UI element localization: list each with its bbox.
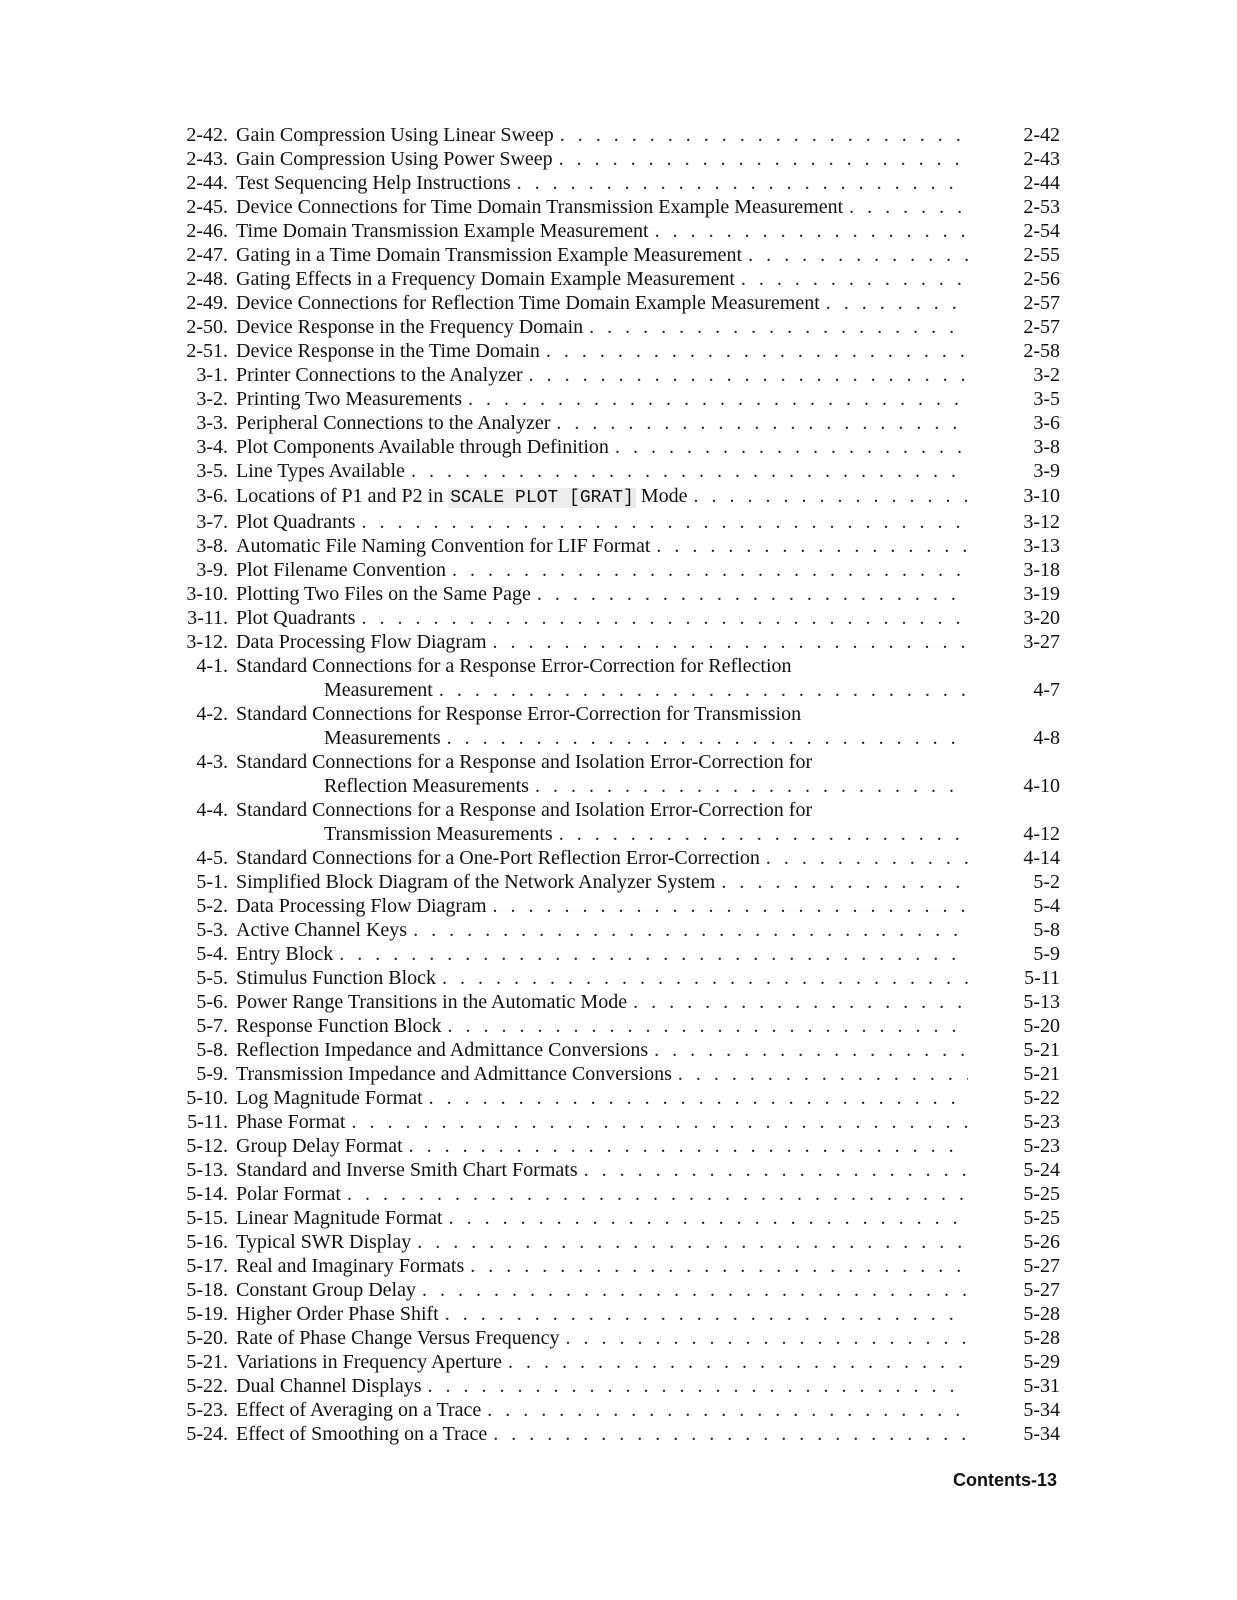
dot-leader <box>766 846 968 870</box>
page-number: 2-56 <box>1023 268 1060 290</box>
page-number: 5-21 <box>1023 1039 1060 1061</box>
page-number: 4-8 <box>1033 727 1060 749</box>
toc-entry <box>170 1158 1060 1182</box>
figure-number: 5-10. <box>186 1087 228 1109</box>
toc-entry <box>170 918 1060 942</box>
figure-number: 2-44. <box>186 172 228 194</box>
figure-title: Device Connections for Reflection Time Domain Example Measurement <box>236 292 820 314</box>
dot-leader <box>584 1158 968 1182</box>
figure-title: Device Response in the Time Domain <box>236 340 540 362</box>
page-number: 2-42 <box>1023 124 1060 146</box>
figure-number: 3-6. <box>196 485 228 507</box>
figure-title: Gain Compression Using Linear Sweep <box>236 124 554 146</box>
figure-number: 2-47. <box>186 244 228 266</box>
toc-entry <box>170 1086 1060 1110</box>
figure-number: 3-10. <box>186 583 228 605</box>
toc-entry <box>170 966 1060 990</box>
toc-entry <box>170 1350 1060 1374</box>
page-number: 4-14 <box>1023 847 1060 869</box>
page-number: 3-8 <box>1033 436 1060 458</box>
dot-leader <box>442 966 968 990</box>
figure-title: Simplified Block Diagram of the Network Analyzer System <box>236 871 716 893</box>
figure-title: Log Magnitude Format <box>236 1087 423 1109</box>
page-number: 5-4 <box>1033 895 1060 917</box>
figure-title: Time Domain Transmission Example Measurement <box>236 220 649 242</box>
toc-entry <box>170 219 1060 243</box>
figure-number: 5-1. <box>196 871 228 893</box>
page-number: 2-57 <box>1023 316 1060 338</box>
dot-leader <box>678 1062 968 1086</box>
dot-leader <box>694 483 968 510</box>
dot-leader <box>535 774 968 798</box>
figure-number: 3-12. <box>186 631 228 653</box>
figure-number: 5-22. <box>186 1375 228 1397</box>
figure-title: Data Processing Flow Diagram <box>236 631 487 653</box>
figure-title: Plot Quadrants <box>236 511 356 533</box>
toc-entry <box>170 1014 1060 1038</box>
toc-entry <box>170 870 1060 894</box>
figure-number: 3-11. <box>187 607 228 629</box>
figure-title: Device Response in the Frequency Domain <box>236 316 584 338</box>
figure-number: 2-43. <box>186 148 228 170</box>
list-of-figures <box>170 123 1060 1446</box>
figure-number: 5-12. <box>186 1135 228 1157</box>
dot-leader <box>422 1278 968 1302</box>
page-number: 5-31 <box>1023 1375 1060 1397</box>
figure-number: 5-16. <box>186 1231 228 1253</box>
figure-number: 5-9. <box>196 1063 228 1085</box>
figure-title: Gating Effects in a Frequency Domain Example Measurement <box>236 268 735 290</box>
page-number: 5-8 <box>1033 919 1060 941</box>
dot-leader <box>493 1422 968 1446</box>
page-number: 3-12 <box>1023 511 1060 533</box>
dot-leader <box>560 123 968 147</box>
dot-leader <box>449 1206 968 1230</box>
page-number: 2-43 <box>1023 148 1060 170</box>
figure-number: 2-45. <box>186 196 228 218</box>
page-number: 3-2 <box>1033 364 1060 386</box>
toc-entry <box>170 1038 1060 1062</box>
dot-leader <box>487 1398 968 1422</box>
figure-title <box>236 483 688 512</box>
figure-title: Plot Components Available through Definition <box>236 436 609 458</box>
page-number: 5-20 <box>1023 1015 1060 1037</box>
figure-number: 2-50. <box>186 316 228 338</box>
figure-number: 4-3. <box>196 751 228 773</box>
page-number: 5-25 <box>1023 1207 1060 1229</box>
figure-title-text: Mode <box>640 485 688 507</box>
figure-number: 3-5. <box>196 460 228 482</box>
page-number: 5-28 <box>1023 1303 1060 1325</box>
figure-title: Data Processing Flow Diagram <box>236 895 487 917</box>
page-number: 2-57 <box>1023 292 1060 314</box>
dot-leader <box>493 630 968 654</box>
toc-entry <box>170 435 1060 459</box>
figure-title-continued: Reflection Measurements <box>324 775 529 797</box>
toc-entry <box>170 1374 1060 1398</box>
dot-leader <box>655 219 968 243</box>
dot-leader <box>615 435 968 459</box>
toc-entry <box>170 1398 1060 1422</box>
figure-title: Linear Magnitude Format <box>236 1207 443 1229</box>
page-number: 5-28 <box>1023 1327 1060 1349</box>
toc-entry <box>170 534 1060 558</box>
figure-number: 2-42. <box>186 124 228 146</box>
figure-title: Plotting Two Files on the Same Page <box>236 583 531 605</box>
figure-title: Active Channel Keys <box>236 919 408 941</box>
figure-title: Transmission Impedance and Admittance Conversions <box>236 1063 672 1085</box>
toc-entry <box>170 411 1060 435</box>
figure-title: Test Sequencing Help Instructions <box>236 172 511 194</box>
dot-leader <box>849 195 968 219</box>
page-number: 4-12 <box>1023 823 1060 845</box>
toc-entry <box>170 1062 1060 1086</box>
page-number: 2-44 <box>1023 172 1060 194</box>
figure-title: Reflection Impedance and Admittance Conversions <box>236 1039 649 1061</box>
dot-leader <box>447 726 968 750</box>
figure-title: Gating in a Time Domain Transmission Example Measurement <box>236 244 743 266</box>
dot-leader <box>654 1038 968 1062</box>
figure-number: 3-9. <box>196 559 228 581</box>
toc-entry <box>170 990 1060 1014</box>
toc-entry <box>170 1422 1060 1446</box>
figure-title: Variations in Frequency Aperture <box>236 1351 503 1373</box>
figure-title: Standard Connections for a Response Error-Correction for Reflection <box>236 655 792 677</box>
toc-entry <box>170 846 1060 870</box>
page-number: 3-6 <box>1033 412 1060 434</box>
toc-entry <box>170 363 1060 387</box>
dot-leader <box>559 147 968 171</box>
figure-number: 3-8. <box>196 535 228 557</box>
dot-leader <box>721 870 968 894</box>
page-number: 5-29 <box>1023 1351 1060 1373</box>
toc-entry <box>170 267 1060 291</box>
figure-title: Constant Group Delay <box>236 1279 416 1301</box>
figure-number: 5-19. <box>186 1303 228 1325</box>
figure-title: Effect of Averaging on a Trace <box>236 1399 482 1421</box>
toc-entry-continuation <box>170 726 1060 750</box>
figure-title-continued: Measurement <box>324 679 433 701</box>
dot-leader <box>556 411 968 435</box>
page-number: 5-34 <box>1023 1399 1060 1421</box>
toc-entry <box>170 1182 1060 1206</box>
toc-entry <box>170 459 1060 483</box>
dot-leader <box>748 243 968 267</box>
page-number: 5-2 <box>1033 871 1060 893</box>
toc-entry <box>170 1110 1060 1134</box>
page-number: 5-24 <box>1023 1159 1060 1181</box>
figure-number: 3-3. <box>196 412 228 434</box>
figure-title: Dual Channel Displays <box>236 1375 422 1397</box>
figure-number: 2-49. <box>186 292 228 314</box>
page-number: 5-22 <box>1023 1087 1060 1109</box>
toc-entry <box>170 1278 1060 1302</box>
figure-number: 5-17. <box>186 1255 228 1277</box>
toc-entry <box>170 654 1060 678</box>
toc-entry <box>170 339 1060 363</box>
figure-title: Standard Connections for a Response and Isolation Error-Correction for <box>236 799 813 821</box>
page-number: 3-10 <box>1023 485 1060 507</box>
page-number: 3-18 <box>1023 559 1060 581</box>
dot-leader <box>741 267 968 291</box>
toc-entry-continuation <box>170 678 1060 702</box>
dot-leader <box>409 1134 968 1158</box>
dot-leader <box>448 1014 968 1038</box>
figure-title: Line Types Available <box>236 460 405 482</box>
figure-title-continued: Measurements <box>324 727 441 749</box>
page-number: 3-13 <box>1023 535 1060 557</box>
toc-entry-continuation <box>170 822 1060 846</box>
toc-entry <box>170 558 1060 582</box>
figure-number: 5-13. <box>186 1159 228 1181</box>
page-number: 5-23 <box>1023 1135 1060 1157</box>
figure-number: 5-24. <box>186 1423 228 1445</box>
figure-number: 5-7. <box>196 1015 228 1037</box>
toc-entry <box>170 483 1060 510</box>
page-number: 2-58 <box>1023 340 1060 362</box>
dot-leader <box>428 1374 968 1398</box>
toc-entry <box>170 510 1060 534</box>
toc-entry <box>170 702 1060 726</box>
page-number: 5-9 <box>1033 943 1060 965</box>
dot-leader <box>508 1350 968 1374</box>
figure-number: 5-11. <box>187 1111 228 1133</box>
page-number: 3-5 <box>1033 388 1060 410</box>
figure-title: Higher Order Phase Shift <box>236 1303 439 1325</box>
toc-entry <box>170 147 1060 171</box>
page-number: 2-55 <box>1023 244 1060 266</box>
dot-leader <box>546 339 968 363</box>
figure-number: 5-20. <box>186 1327 228 1349</box>
figure-number: 5-6. <box>196 991 228 1013</box>
figure-title: Rate of Phase Change Versus Frequency <box>236 1327 560 1349</box>
toc-entry <box>170 291 1060 315</box>
page-footer: Contents-13 <box>952 1470 1057 1490</box>
figure-number: 5-3. <box>196 919 228 941</box>
toc-entry <box>170 750 1060 774</box>
page-number: 3-9 <box>1033 460 1060 482</box>
figure-title: Device Connections for Time Domain Transmission Example Measurement <box>236 196 844 218</box>
dot-leader <box>517 171 968 195</box>
dot-leader <box>589 315 968 339</box>
figure-title-text: Locations of P1 and P2 in <box>236 485 444 507</box>
figure-number: 5-4. <box>196 943 228 965</box>
figure-number: 3-2. <box>196 388 228 410</box>
figure-title: Standard Connections for a One-Port Reflection Error-Correction <box>236 847 760 869</box>
toc-entry <box>170 630 1060 654</box>
figure-number: 4-1. <box>196 655 228 677</box>
figure-title: Typical SWR Display <box>236 1231 412 1253</box>
page-number: 4-10 <box>1023 775 1060 797</box>
figure-title: Printing Two Measurements <box>236 388 462 410</box>
figure-number: 5-21. <box>186 1351 228 1373</box>
dot-leader <box>493 894 968 918</box>
figure-number: 5-23. <box>186 1399 228 1421</box>
toc-entry <box>170 387 1060 411</box>
dot-leader <box>656 534 968 558</box>
figure-title: Plot Filename Convention <box>236 559 446 581</box>
dot-leader <box>452 558 968 582</box>
dot-leader <box>470 1254 968 1278</box>
toc-entry <box>170 315 1060 339</box>
page-number: 5-25 <box>1023 1183 1060 1205</box>
figure-number: 5-14. <box>186 1183 228 1205</box>
figure-title: Stimulus Function Block <box>236 967 437 989</box>
dot-leader <box>351 1110 968 1134</box>
figure-title: Group Delay Format <box>236 1135 403 1157</box>
figure-number: 5-18. <box>186 1279 228 1301</box>
dot-leader <box>537 582 968 606</box>
dot-leader <box>445 1302 968 1326</box>
dot-leader <box>429 1086 968 1110</box>
figure-title: Power Range Transitions in the Automatic Mode <box>236 991 628 1013</box>
page-number: 5-34 <box>1023 1423 1060 1445</box>
dot-leader <box>361 606 968 630</box>
dot-leader <box>361 510 968 534</box>
figure-title: Entry Block <box>236 943 334 965</box>
toc-entry-continuation <box>170 774 1060 798</box>
page-number: 5-23 <box>1023 1111 1060 1133</box>
toc-entry <box>170 123 1060 147</box>
figure-title: Polar Format <box>236 1183 341 1205</box>
toc-entry <box>170 606 1060 630</box>
toc-entry <box>170 582 1060 606</box>
figure-number: 4-4. <box>196 799 228 821</box>
figure-number: 2-48. <box>186 268 228 290</box>
page-number: 5-13 <box>1023 991 1060 1013</box>
figure-title: Response Function Block <box>236 1015 442 1037</box>
figure-title: Automatic File Naming Convention for LIF Format <box>236 535 651 557</box>
page-number: 5-27 <box>1023 1255 1060 1277</box>
page-number: 5-27 <box>1023 1279 1060 1301</box>
figure-title: Real and Imaginary Formats <box>236 1255 465 1277</box>
figure-title: Standard and Inverse Smith Chart Formats <box>236 1159 578 1181</box>
figure-title: Standard Connections for a Response and Isolation Error-Correction for <box>236 751 813 773</box>
toc-entry <box>170 1302 1060 1326</box>
toc-entry <box>170 1134 1060 1158</box>
toc-entry <box>170 1230 1060 1254</box>
figure-title: Effect of Smoothing on a Trace <box>236 1423 488 1445</box>
figure-number: 4-5. <box>196 847 228 869</box>
softkey-label: SCALE PLOT [GRAT] <box>450 488 634 508</box>
figure-title: Peripheral Connections to the Analyzer <box>236 412 551 434</box>
figure-number: 2-51. <box>186 340 228 362</box>
toc-entry <box>170 1326 1060 1350</box>
figure-number: 5-15. <box>186 1207 228 1229</box>
dot-leader <box>413 918 968 942</box>
figure-number: 4-2. <box>196 703 228 725</box>
page-number: 2-53 <box>1023 196 1060 218</box>
figure-number: 3-1. <box>196 364 228 386</box>
dot-leader <box>468 387 968 411</box>
page-number: 2-54 <box>1023 220 1060 242</box>
toc-entry <box>170 798 1060 822</box>
toc-entry <box>170 171 1060 195</box>
page-number: 3-20 <box>1023 607 1060 629</box>
dot-leader <box>559 822 968 846</box>
figure-title: Phase Format <box>236 1111 346 1133</box>
figure-number: 3-4. <box>196 436 228 458</box>
figure-number: 5-2. <box>196 895 228 917</box>
figure-title: Printer Connections to the Analyzer <box>236 364 523 386</box>
dot-leader <box>633 990 968 1014</box>
dot-leader <box>439 678 968 702</box>
page-number: 3-27 <box>1023 631 1060 653</box>
toc-entry <box>170 243 1060 267</box>
page-number: 4-7 <box>1033 679 1060 701</box>
figure-number: 5-5. <box>196 967 228 989</box>
dot-leader <box>411 459 968 483</box>
dot-leader <box>565 1326 968 1350</box>
figure-title: Standard Connections for Response Error-Correction for Transmission <box>236 703 802 725</box>
figure-title: Plot Quadrants <box>236 607 356 629</box>
page-number: 3-19 <box>1023 583 1060 605</box>
toc-entry <box>170 942 1060 966</box>
dot-leader <box>529 363 968 387</box>
figure-number: 3-7. <box>196 511 228 533</box>
page-number: 5-26 <box>1023 1231 1060 1253</box>
figure-number: 5-8. <box>196 1039 228 1061</box>
toc-entry <box>170 1206 1060 1230</box>
toc-entry <box>170 195 1060 219</box>
figure-title: Gain Compression Using Power Sweep <box>236 148 553 170</box>
page-number: 5-11 <box>1024 967 1060 989</box>
figure-number: 2-46. <box>186 220 228 242</box>
dot-leader <box>347 1182 968 1206</box>
figure-title-continued: Transmission Measurements <box>324 823 553 845</box>
toc-entry <box>170 1254 1060 1278</box>
page-number: 5-21 <box>1023 1063 1060 1085</box>
dot-leader <box>339 942 968 966</box>
dot-leader <box>826 291 968 315</box>
dot-leader <box>417 1230 968 1254</box>
toc-entry <box>170 894 1060 918</box>
